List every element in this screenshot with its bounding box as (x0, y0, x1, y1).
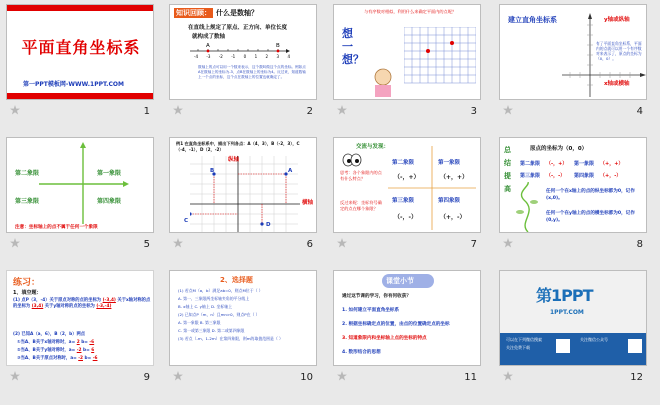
point-b-label: B (276, 43, 280, 49)
q3-label: 第三象限 (392, 198, 415, 204)
note-text: 注意：坐标轴上的点不属于任何一个象限 (15, 225, 98, 230)
q5-row: ①当A、B关于x轴对称时，a= 2 b= -6 (17, 340, 95, 345)
quadrant-3-label: 第三象限 (15, 198, 40, 205)
ask-text: 通过这节课的学习，你有何收获？ (342, 294, 411, 299)
a1: (-3,4) (102, 298, 116, 303)
y-rule: 任何一个在y轴上的点的横坐标都为0，记作(0,y)。 (546, 211, 635, 223)
choice-item: C. 第一或第三象限 D. 第二或第四象限 (178, 328, 245, 333)
footer-1: 可以在下列微信搜索 (506, 337, 542, 342)
a6b: 6 (91, 348, 95, 353)
axis-label: 4 (287, 54, 290, 59)
row1-a: 第二象限 (520, 161, 541, 167)
choice-item: (2) 已知点P（m，n）且mn>0，则点P在（ ） (178, 312, 260, 317)
slide-number: 8 (636, 239, 643, 250)
q1-sign: （+，+） (440, 174, 469, 181)
point-2: 2. 根据坐标确定点的位置，由点的位置确定点的坐标 (342, 322, 450, 327)
slide-thumb-4[interactable] (497, 2, 649, 120)
q7-row: ③当A、B关于原点对称时，a= -2 b= -6 (17, 356, 98, 361)
axis-labels (194, 54, 290, 59)
question-text: 什么是数轴？ (216, 9, 258, 17)
star-icon (337, 105, 347, 115)
q1: (1) 点P（3，-4）关于原点对称的点的坐标为 (13, 298, 102, 303)
slide-number: 5 (143, 239, 150, 250)
slide-7-canvas[interactable] (333, 137, 481, 233)
number-line (190, 43, 290, 63)
slide-thumb-9[interactable] (4, 268, 156, 386)
slide-thumb-3[interactable] (331, 2, 483, 120)
point-3: 3. 知道象限内和坐标轴上点的坐标的特点 (342, 336, 427, 341)
q4: (2) 已知A（a，6），B（2，b）两点 (13, 332, 86, 337)
slide-thumb-12[interactable] (497, 268, 649, 386)
ask-2: 反过来呢：坐标符号确定的点在哪个象限？ (340, 200, 382, 211)
slide-thumb-11[interactable] (331, 268, 483, 386)
quadrant-4-label: 第四象限 (97, 198, 122, 205)
point-4: 4. 数形结合的思想 (342, 350, 381, 355)
axis-label: 2 (265, 54, 269, 59)
q7: ③当A、B关于原点对称时，a= (17, 356, 77, 361)
choice-item: A. 第一象限 B. 第三象限 (178, 320, 221, 325)
a6: -2 (76, 348, 82, 353)
row2-d: （+，-） (600, 173, 622, 179)
star-icon (10, 105, 20, 115)
slide-8-canvas[interactable] (499, 137, 647, 233)
slide-title: 平面直角坐标系 (21, 38, 141, 57)
choice-item: (1) 若点M（a，b）满足ab=0，则点M位于（ ） (178, 288, 263, 293)
brand-text: 1PPT.COM (550, 309, 584, 316)
quadrant-1-label: 第一象限 (97, 170, 122, 177)
choice-item: (3) 若点（-m，1-2m）在第四象限，则m的取值范围是（ ） (178, 336, 283, 341)
qr-code-icon (556, 339, 570, 353)
question: 与有序数对相似，利用什么来确定平面内的点呢？ (364, 9, 457, 14)
slide-thumb-6[interactable] (167, 135, 319, 253)
slide-number: 10 (300, 372, 313, 383)
slide-9-canvas[interactable] (6, 270, 154, 366)
choice-item: A. 第一、三象限两坐标轴夹角的平分线上 (178, 296, 250, 301)
slide-number: 2 (306, 106, 313, 117)
q4-label: 第四象限 (438, 198, 461, 204)
q2: 关于x轴对称的点的坐标为 (13, 298, 151, 309)
q5: ①当A、B关于x轴对称时，a= (17, 340, 76, 345)
slide-number: 1 (143, 106, 150, 117)
point-a: A (288, 168, 293, 174)
slide-12-canvas[interactable] (499, 270, 647, 366)
star-icon (337, 238, 347, 248)
slide-title: 练习： (13, 278, 41, 288)
star-icon (503, 371, 513, 381)
point-b: B (210, 168, 215, 174)
q4-sign: （+，-） (440, 214, 466, 221)
side-text: 想一想？ (342, 27, 364, 66)
row1-d: （+，+） (600, 161, 624, 167)
q1-row (13, 298, 153, 310)
heading-badge: 知识回顾： (176, 9, 211, 17)
slide-title: 建立直角坐标系 (508, 16, 557, 24)
slide-thumb-2[interactable] (167, 2, 319, 120)
star-icon (173, 238, 183, 248)
y-axis-label: y轴或纵轴 (604, 17, 630, 23)
q2-label: 第二象限 (392, 160, 415, 166)
star-icon (173, 105, 183, 115)
axis-label: -3 (206, 54, 211, 59)
slide-thumb-8[interactable] (497, 135, 649, 253)
footer-text: 第一PPT模板网-WWW.1PPT.COM (23, 81, 124, 88)
point-c: C (184, 218, 189, 224)
top-bar (7, 5, 154, 11)
slide-number: 7 (470, 239, 477, 250)
slide-title: 2、选择题 (220, 276, 253, 284)
row2-c: 第四象限 (574, 173, 595, 179)
a5: 2 (76, 340, 80, 345)
cartoon-eyes-icon (342, 152, 362, 168)
cartoon-figure (366, 67, 400, 99)
note-text: 有了平面直角坐标系，平面内的点就可以用一个有序数对来表示了，原点的坐标为（0，0）。 (596, 41, 644, 61)
quadrant-axes (37, 142, 129, 226)
slide-number: 12 (630, 372, 643, 383)
choice-item: B. x轴上 C. y轴上 D. 坐标轴上 (178, 304, 233, 309)
subtitle: 1、填空题： (13, 290, 42, 296)
slide-5-canvas[interactable] (6, 137, 154, 233)
footer-2: 关注免费下载 (506, 345, 530, 350)
star-icon (173, 371, 183, 381)
x-rule: 任何一个在x轴上的点的纵坐标都为0，记作(x,0)。 (546, 189, 635, 201)
slide-11-canvas[interactable] (333, 270, 481, 366)
slide-6-canvas[interactable] (169, 137, 317, 233)
ask-1: 思考：各个象限内的点有什么特点？ (340, 170, 382, 181)
slide-thumb-1[interactable] (4, 2, 156, 120)
side-text: 总结提高 (504, 146, 511, 193)
q6-row: ②当A、B关于y轴对称时，a= -2 b= 6 (17, 348, 95, 353)
line2: 就构成了数轴 (192, 34, 226, 40)
point-a-label: A (206, 43, 210, 49)
q2-sign: （-，+） (394, 174, 420, 181)
slide-number: 6 (306, 239, 313, 250)
a5b: -6 (89, 340, 95, 345)
q3: 关于y轴对称的点的坐标为 (44, 304, 95, 309)
footer-3: 关注微信公众号 (580, 337, 608, 342)
vine-decoration (512, 182, 544, 232)
slide-1-canvas[interactable] (6, 4, 154, 100)
point-d: D (266, 222, 271, 228)
slide-number: 9 (143, 372, 150, 383)
row2-a: 第三象限 (520, 173, 541, 179)
axis-label: -4 (194, 54, 198, 59)
star-icon (503, 238, 513, 248)
row1-b: （-，+） (546, 161, 568, 167)
q3-sign: （-，-） (394, 214, 417, 221)
slide-number: 4 (636, 106, 643, 117)
x-axis-label: x轴或横轴 (604, 81, 630, 87)
slide-title: 交流与发现： (356, 144, 390, 150)
y-axis-label: 纵轴 (228, 157, 240, 163)
question: 例1 在直角坐标系中，描出下列各点：A（4，3），B（-2，3），C（-4，-1），D（2，-2） (176, 141, 300, 152)
logo-text: 第1PPT (536, 286, 593, 305)
grid-figure (404, 27, 476, 89)
q6: ②当A、B关于y轴对称时，a= (17, 348, 76, 353)
slide-title: 课堂小节 (386, 277, 414, 285)
axis-label: 1 (254, 54, 258, 59)
axis-label: 3 (276, 54, 280, 59)
slide-10-canvas[interactable] (169, 270, 317, 366)
slide-2-canvas[interactable] (169, 4, 317, 100)
a7b: -6 (92, 356, 98, 361)
slide-number: 11 (464, 372, 477, 383)
a2: (3,4) (31, 304, 44, 309)
axis-label: -2 (218, 54, 223, 59)
point-1: 1. 如何建立平面直角坐标系 (342, 308, 400, 313)
star-icon (10, 238, 20, 248)
slide-thumb-7[interactable] (331, 135, 483, 253)
choice-list (178, 287, 314, 343)
grid-plot (190, 156, 302, 232)
star-icon (337, 371, 347, 381)
slide-thumb-10[interactable] (167, 268, 319, 386)
slide-thumb-5[interactable] (4, 135, 156, 253)
row1-c: 第一象限 (574, 161, 595, 167)
slide-number: 3 (470, 106, 477, 117)
star-icon (10, 371, 20, 381)
axis-label: 0 (243, 54, 247, 59)
bottom-bar (7, 93, 154, 100)
x-axis-label: 横轴 (302, 200, 314, 206)
note-text: 数轴上的点可以用一个数来表示，这个数叫做这个点的坐标。例如点A在数轴上的坐标为-3，点B在数轴上的坐标为4。反过来，知道数轴上一个点的坐标，这个点在数轴上的位置也就确定了。 (198, 65, 306, 79)
axis-label: -1 (231, 54, 236, 59)
a3: (-3,-4) (96, 304, 112, 309)
qr-code-icon (628, 339, 642, 353)
slide-4-canvas[interactable] (499, 4, 647, 100)
origin-text: 原点的坐标为（0，0） (530, 146, 588, 152)
slide-3-canvas[interactable] (333, 4, 481, 100)
row2-b: （-，-） (546, 173, 566, 179)
a7: -2 (78, 356, 83, 361)
star-icon (503, 105, 513, 115)
quadrant-2-label: 第二象限 (15, 170, 40, 177)
q1-label: 第一象限 (438, 160, 461, 166)
line1: 在直线上规定了原点、正方向、单位长度 (188, 25, 288, 31)
